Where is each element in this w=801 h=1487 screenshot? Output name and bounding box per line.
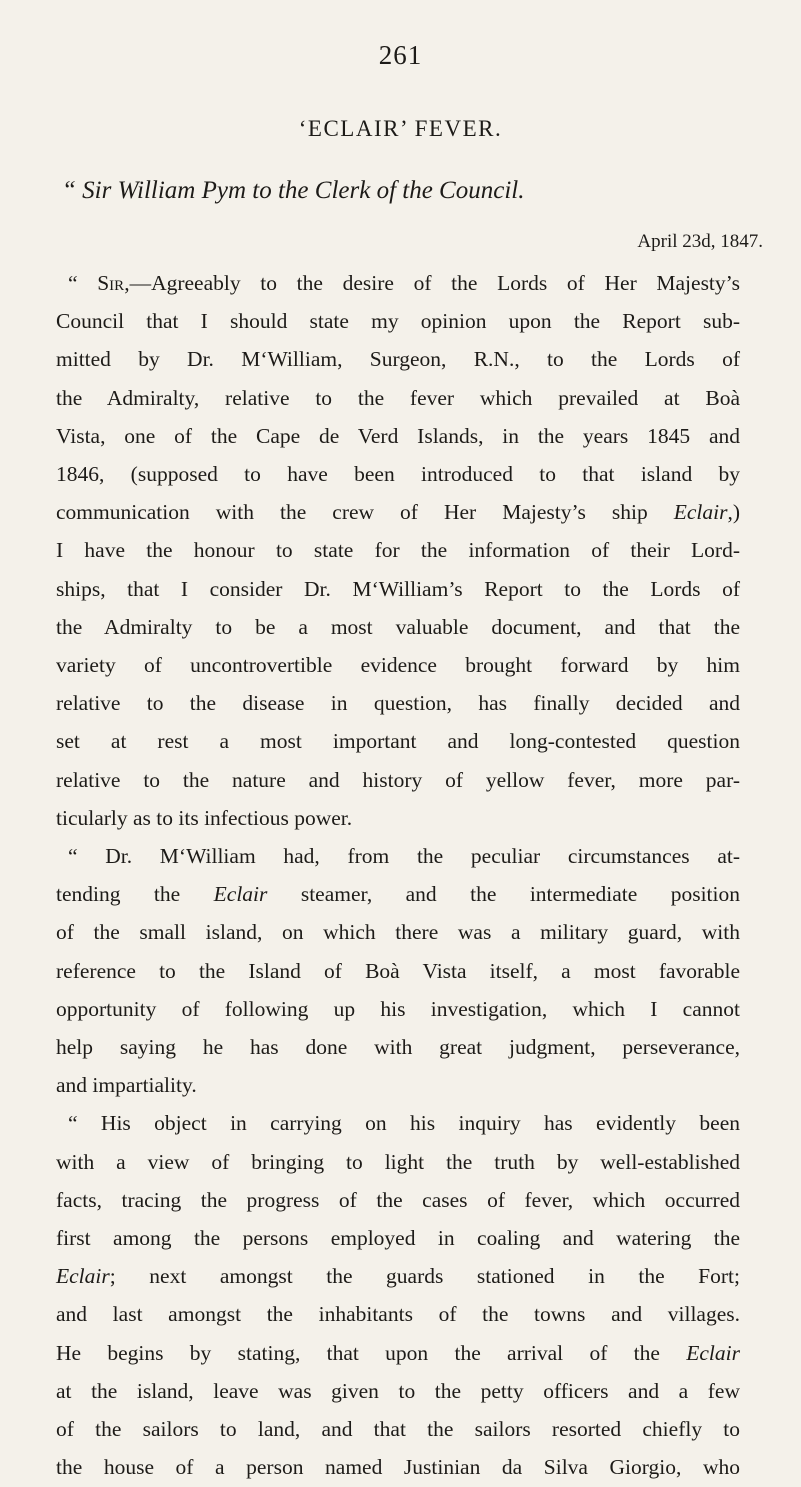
text-line: facts, tracing the progress of the cases of fever, which occurred — [56, 1187, 740, 1212]
text-line: and last amongst the inhabitants of the towns and villages. — [56, 1302, 740, 1327]
text-line: set at rest a most important and long-contested question — [56, 729, 740, 754]
text-line: relative to the disease in question, has finally decided and — [56, 691, 740, 716]
text-line: and impartiality. — [56, 1073, 197, 1098]
text-line: communication with the crew of Her Majesty’s ship Eclair,) — [56, 500, 740, 525]
page-number: 261 — [378, 40, 423, 70]
text-line: Eclair; next amongst the guards stationed in the Fort; — [56, 1264, 740, 1289]
text-line: “ Sir,—Agreeably to the desire of the Lords of Her Majesty’s — [68, 271, 740, 295]
text-line: “ His object in carrying on his inquiry has evidently been — [68, 1111, 740, 1136]
text-line: He begins by stating, that upon the arrival of the Eclair — [56, 1340, 740, 1365]
page-title: ‘ECLAIR’ FEVER. — [298, 116, 503, 141]
text-line: the Admiralty to be a most valuable document, and that the — [56, 614, 740, 639]
text-line: at the island, leave was given to the petty officers and a few — [56, 1378, 740, 1403]
text-line: tending the Eclair steamer, and the intermediate position — [56, 882, 740, 907]
text-line: the house of a person named Justinian da Silva Giorgio, who — [56, 1455, 740, 1480]
text-line: help saying he has done with great judgment, perseverance, — [56, 1035, 740, 1060]
text-line: ticularly as to its infectious power. — [56, 805, 353, 830]
text-line: 1846, (supposed to have been introduced to that island by — [56, 462, 740, 487]
text-line: mitted by Dr. M‘William, Surgeon, R.N., to the Lords of — [56, 347, 740, 372]
text-line: of the small island, on which there was a military guard, with — [56, 920, 740, 945]
text-line: opportunity of following up his investigation, which I cannot — [56, 996, 740, 1021]
text-line: of the sailors to land, and that the sailors resorted chiefly to — [56, 1417, 740, 1442]
body-text — [56, 264, 740, 1487]
letter-heading: “ Sir William Pym to the Clerk of the Council. — [62, 177, 525, 204]
text-line: the Admiralty, relative to the fever which prevailed at Boà — [56, 385, 740, 410]
text-line: variety of uncontrovertible evidence brought forward by him — [56, 653, 740, 678]
text-line: relative to the nature and history of yellow fever, more par- — [56, 767, 740, 792]
text-line: with a view of bringing to light the truth by well-established — [56, 1149, 740, 1174]
text-line: Vista, one of the Cape de Verd Islands, in the years 1845 and — [56, 423, 740, 448]
text-line: “ Dr. M‘William had, from the peculiar circumstances at- — [68, 844, 740, 869]
letter-date: April 23d, 1847. — [637, 231, 763, 252]
text-line: I have the honour to state for the information of their Lord- — [56, 538, 740, 563]
text-line: first among the persons employed in coaling and watering the — [56, 1226, 740, 1251]
text-line: ships, that I consider Dr. M‘William’s Report to the Lords of — [56, 576, 740, 601]
text-line: Council that I should state my opinion upon the Report sub- — [56, 309, 740, 334]
text-line: reference to the Island of Boà Vista itself, a most favorable — [56, 958, 740, 983]
